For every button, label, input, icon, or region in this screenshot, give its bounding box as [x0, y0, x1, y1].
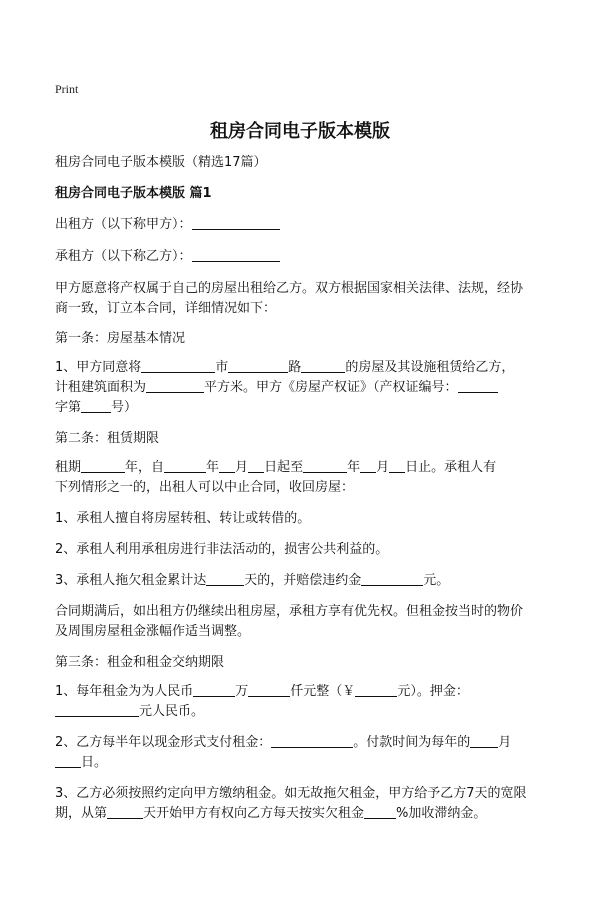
text: 。付款时间为每年的: [353, 735, 471, 750]
article-1-line: [55, 397, 555, 419]
text: 2、乙方每半年以现金形式支付租金：: [55, 735, 272, 750]
text: 1、每年租金为为人民币: [55, 684, 194, 699]
blank: [361, 570, 423, 586]
text: 平方米。甲方《房屋产权证》（产权证编号：: [204, 380, 458, 395]
article-3-line: [55, 701, 555, 723]
blank: [192, 214, 280, 230]
article-1-line: [55, 377, 555, 399]
text: 元。: [423, 573, 450, 588]
blank: [55, 701, 139, 717]
blank: [206, 570, 244, 586]
blank: [146, 377, 204, 393]
text: %加收滞纳金。: [396, 806, 487, 821]
text: 日。: [81, 755, 108, 770]
text: 号）: [111, 400, 138, 415]
blank: [360, 457, 376, 473]
blank: [248, 681, 290, 697]
text: 租期: [55, 460, 82, 475]
blank: [389, 457, 405, 473]
text: 月: [235, 460, 249, 475]
blank: [355, 681, 397, 697]
renewal-line: 合同期满后，如出租方仍继续出租房屋，承租方享有优先权。但租金按当时的物价: [55, 604, 524, 619]
blank: [164, 457, 206, 473]
article-1-line: [55, 357, 555, 379]
intro-line: 甲方愿意将产权属于自己的房屋出租给乙方。双方根据国家相关法律、法规，经协: [55, 281, 524, 296]
text: 字第: [55, 400, 82, 415]
text: 年: [347, 460, 361, 475]
blank: [219, 457, 235, 473]
section-heading: 租房合同电子版本模版 篇1: [55, 186, 212, 201]
text: 天开始甲方有权向乙方每天按实欠租金: [143, 806, 365, 821]
text: 计租建筑面积为: [55, 380, 147, 395]
text: 月: [498, 735, 512, 750]
list-item: 1、承租人擅自将房屋转租、转让或转借的。: [55, 511, 311, 526]
lessor-label: 出租方（以下称甲方）：: [55, 217, 192, 232]
print-label: Print: [55, 82, 79, 96]
article-3-line: [55, 732, 555, 754]
text: 的房屋及其设施租赁给乙方，: [345, 360, 515, 375]
blank: [81, 397, 111, 413]
text: 元人民币。: [139, 704, 205, 719]
lessee-line: [55, 246, 555, 268]
text: 万: [235, 684, 249, 699]
blank: [301, 357, 345, 373]
renewal-line: 及周围房屋租金涨幅作适当调整。: [55, 624, 251, 639]
article-3-line: [55, 681, 555, 703]
text: 天的，并赔偿违约金: [244, 573, 362, 588]
text: 日起至: [264, 460, 304, 475]
blank: [192, 246, 280, 262]
blank: [228, 357, 288, 373]
blank: [55, 752, 81, 768]
text: 年: [206, 460, 220, 475]
blank: [271, 732, 353, 748]
text: 仟元整（￥: [290, 684, 356, 699]
blank: [193, 681, 235, 697]
blank: [107, 803, 143, 819]
intro-line: 商一致，订立本合同，详细情况如下：: [55, 301, 277, 316]
article-3-line: [55, 803, 555, 825]
text: 年，自: [125, 460, 165, 475]
blank: [81, 457, 125, 473]
text: 路: [288, 360, 302, 375]
article-1-title: 第一条：房屋基本情况: [55, 331, 186, 346]
article-3-title: 第三条：租金和租金交纳期限: [55, 655, 225, 670]
subtitle: 租房合同电子版本模版（精选17篇）: [55, 155, 267, 170]
article-2-line: 下列情形之一的，出租人可以中止合同，收回房屋：: [55, 480, 355, 495]
lessee-label: 承租方（以下称乙方）：: [55, 249, 192, 264]
blank: [470, 732, 498, 748]
blank: [458, 377, 498, 393]
text: 市: [215, 360, 229, 375]
text: 月: [376, 460, 390, 475]
blank: [248, 457, 264, 473]
article-3-line: [55, 752, 555, 774]
article-3-line: 3、乙方必须按照约定向甲方缴纳租金。如无故拖欠租金，甲方给予乙方7天的宽限: [55, 786, 527, 801]
lessor-line: [55, 214, 555, 236]
blank: [141, 357, 215, 373]
text: 3、承租人拖欠租金累计达: [55, 573, 207, 588]
text: 元）。押金：: [397, 684, 469, 699]
list-item: 2、承租人利用承租房进行非法活动的，损害公共利益的。: [55, 542, 389, 557]
blank: [303, 457, 347, 473]
article-2-line: [55, 457, 555, 479]
text: 日止。承租人有: [405, 460, 497, 475]
page-title: 租房合同电子版本模版: [210, 121, 390, 142]
blank: [364, 803, 396, 819]
list-item: [55, 570, 555, 592]
text: 期，从第: [55, 806, 108, 821]
text: 1、甲方同意将: [55, 360, 142, 375]
article-2-title: 第二条：租赁期限: [55, 431, 160, 446]
